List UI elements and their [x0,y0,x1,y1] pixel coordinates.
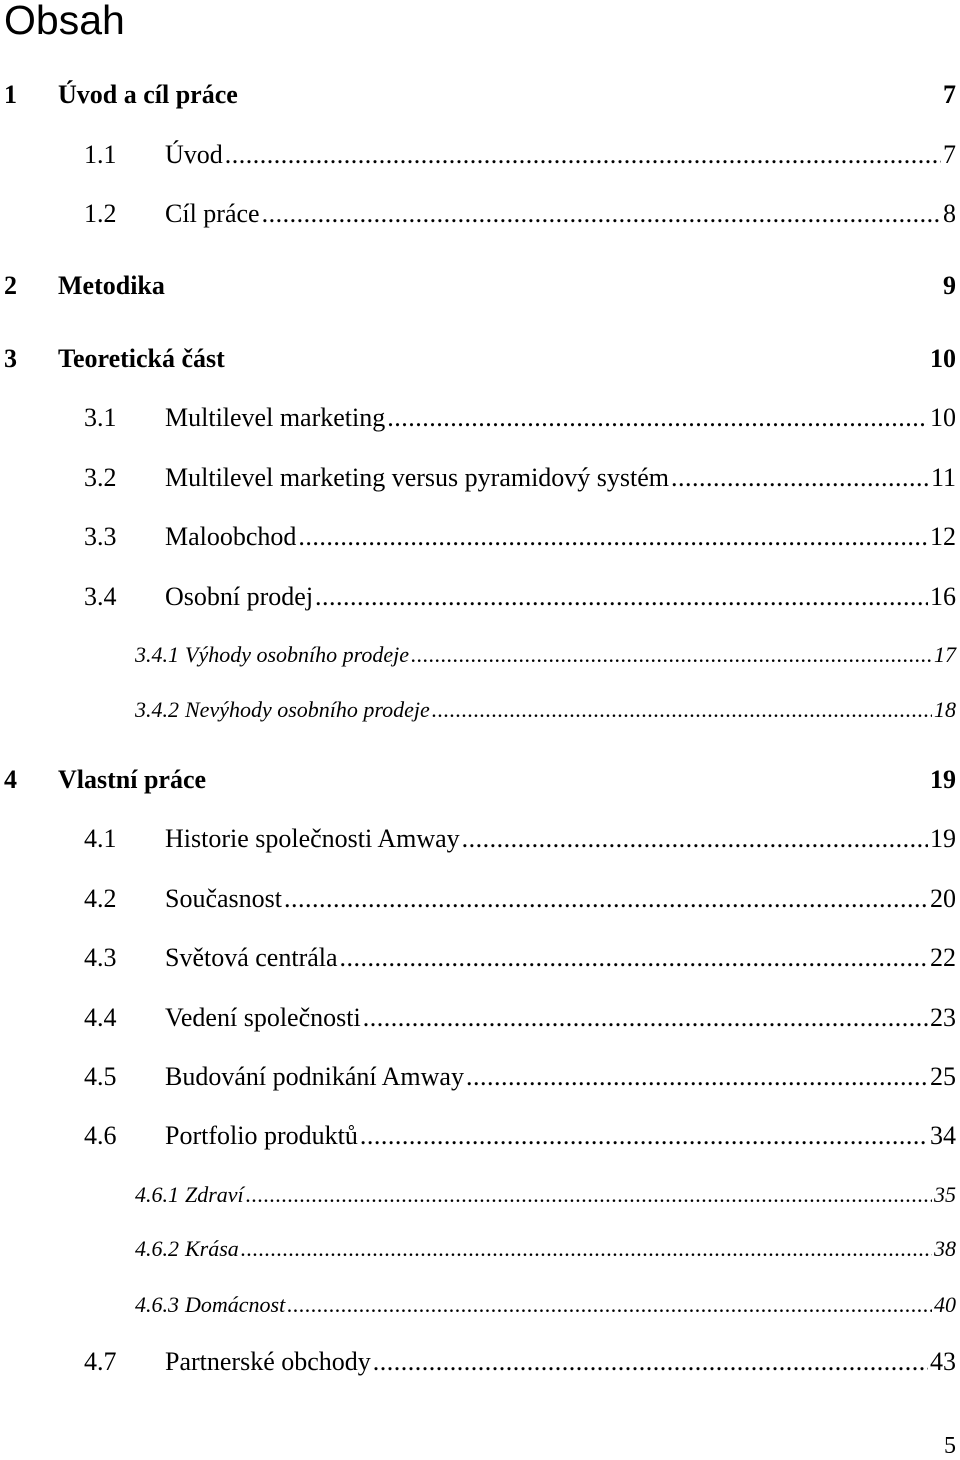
toc-label: Krása [185,1236,239,1261]
toc-leader [373,1345,928,1379]
toc-label: Vlastní práce [58,765,207,794]
toc-number: 4.6.3 [135,1292,179,1317]
toc-label: Úvod [165,140,223,169]
toc-label: Budování podnikání Amway [165,1062,464,1091]
toc-subsection-3-4-2[interactable] [0,693,958,727]
toc-page: 10 [930,344,956,373]
toc-number: 3 [4,344,17,373]
toc-page: 17 [934,642,956,667]
toc-page: 7 [943,80,956,109]
toc-page: 16 [930,582,956,611]
toc-number: 1.1 [84,140,117,169]
toc-page: 9 [943,271,956,300]
toc-leader [360,1119,928,1153]
toc-subsection-3-4-1[interactable] [0,638,958,672]
toc-number: 4.5 [84,1062,117,1091]
toc-page: 7 [943,140,956,169]
toc-label: Portfolio produktů [165,1121,358,1150]
toc-label: Nevýhody osobního prodeje [185,697,430,722]
page-title: Obsah [4,0,125,43]
toc-number: 3.1 [84,403,117,432]
toc-number: 2 [4,271,17,300]
toc-page: 20 [930,884,956,913]
toc-label: Historie společnosti Amway [165,824,460,853]
toc-number: 1 [4,80,17,109]
toc-page: 35 [934,1182,956,1207]
toc-page: 40 [934,1292,956,1317]
toc-label: Světová centrála [165,943,338,972]
toc-label: Výhody osobního prodeje [185,642,410,667]
toc-chapter-1[interactable] [0,78,958,112]
toc-leader [246,1178,932,1212]
toc-label: Teoretická část [58,344,225,373]
toc-label: Maloobchod [165,522,297,551]
toc-leader [432,693,932,727]
toc-page: 18 [934,697,956,722]
toc-number: 3.4 [84,582,117,611]
toc-section-4-6[interactable] [0,1119,958,1153]
toc-leader [262,197,941,231]
toc-label: Vedení společnosti [165,1003,361,1032]
toc-number: 4.6 [84,1121,117,1150]
toc-page: 25 [930,1062,956,1091]
toc-section-3-4[interactable] [0,580,958,614]
toc-page: 23 [930,1003,956,1032]
toc-number: 4.2 [84,884,117,913]
toc-label: Současnost [165,884,282,913]
toc-section-3-1[interactable] [0,401,958,435]
toc-label: Úvod a cíl práce [58,80,238,109]
toc-section-4-4[interactable] [0,1001,958,1035]
toc-section-3-3[interactable] [0,520,958,554]
toc-number: 4 [4,765,17,794]
toc-number: 3.4.2 [135,697,179,722]
toc-section-4-1[interactable] [0,822,958,856]
toc-number: 4.1 [84,824,117,853]
toc-number: 3.3 [84,522,117,551]
toc-number: 3.2 [84,463,117,492]
toc-leader [466,1060,928,1094]
toc-subsection-4-6-2[interactable] [0,1232,958,1266]
toc-number: 4.4 [84,1003,117,1032]
toc-subsection-4-6-1[interactable] [0,1178,958,1212]
toc-number: 4.6.2 [135,1236,179,1261]
toc-leader [225,138,941,172]
toc-label: Zdraví [185,1182,244,1207]
toc-leader [411,638,932,672]
toc-leader [462,822,928,856]
toc-leader [315,580,928,614]
toc-page: 19 [930,765,956,794]
toc-chapter-2[interactable] [0,269,958,303]
toc-subsection-4-6-3[interactable] [0,1288,958,1322]
toc-page: 34 [930,1121,956,1150]
toc-page: 43 [930,1347,956,1376]
toc-number: 4.3 [84,943,117,972]
toc-number: 4.6.1 [135,1182,179,1207]
toc-number: 3.4.1 [135,642,179,667]
toc-page: 19 [930,824,956,853]
toc-section-4-2[interactable] [0,882,958,916]
toc-leader [671,461,929,495]
toc-label: Metodika [58,271,165,300]
toc-label: Multilevel marketing versus pyramidový systém [165,463,670,492]
toc-leader [298,520,928,554]
toc-section-3-2[interactable] [0,461,958,495]
toc-section-1-2[interactable] [0,197,958,231]
toc-label: Multilevel marketing [165,403,386,432]
toc-page: 38 [934,1236,956,1261]
toc-page: 11 [930,463,956,492]
toc-leader [241,1232,932,1266]
toc-page: 10 [930,403,956,432]
toc-leader [284,882,928,916]
toc-chapter-3[interactable] [0,342,958,376]
toc-label: Cíl práce [165,199,260,228]
toc-chapter-4[interactable] [0,763,958,797]
toc-page: 12 [930,522,956,551]
toc-page: 8 [943,199,956,228]
toc-section-4-3[interactable] [0,941,958,975]
toc-leader [387,401,928,435]
toc-number: 4.7 [84,1347,117,1376]
toc-label: Partnerské obchody [165,1347,371,1376]
toc-number: 1.2 [84,199,117,228]
page-number: 5 [944,1433,956,1459]
toc-label: Domácnost [185,1292,286,1317]
toc-section-1-1[interactable] [0,138,958,172]
toc-leader [363,1001,928,1035]
toc-section-4-7[interactable] [0,1345,958,1379]
toc-section-4-5[interactable] [0,1060,958,1094]
toc-leader [287,1288,932,1322]
toc-label: Osobní prodej [165,582,314,611]
toc-leader [340,941,928,975]
toc-page: 22 [930,943,956,972]
